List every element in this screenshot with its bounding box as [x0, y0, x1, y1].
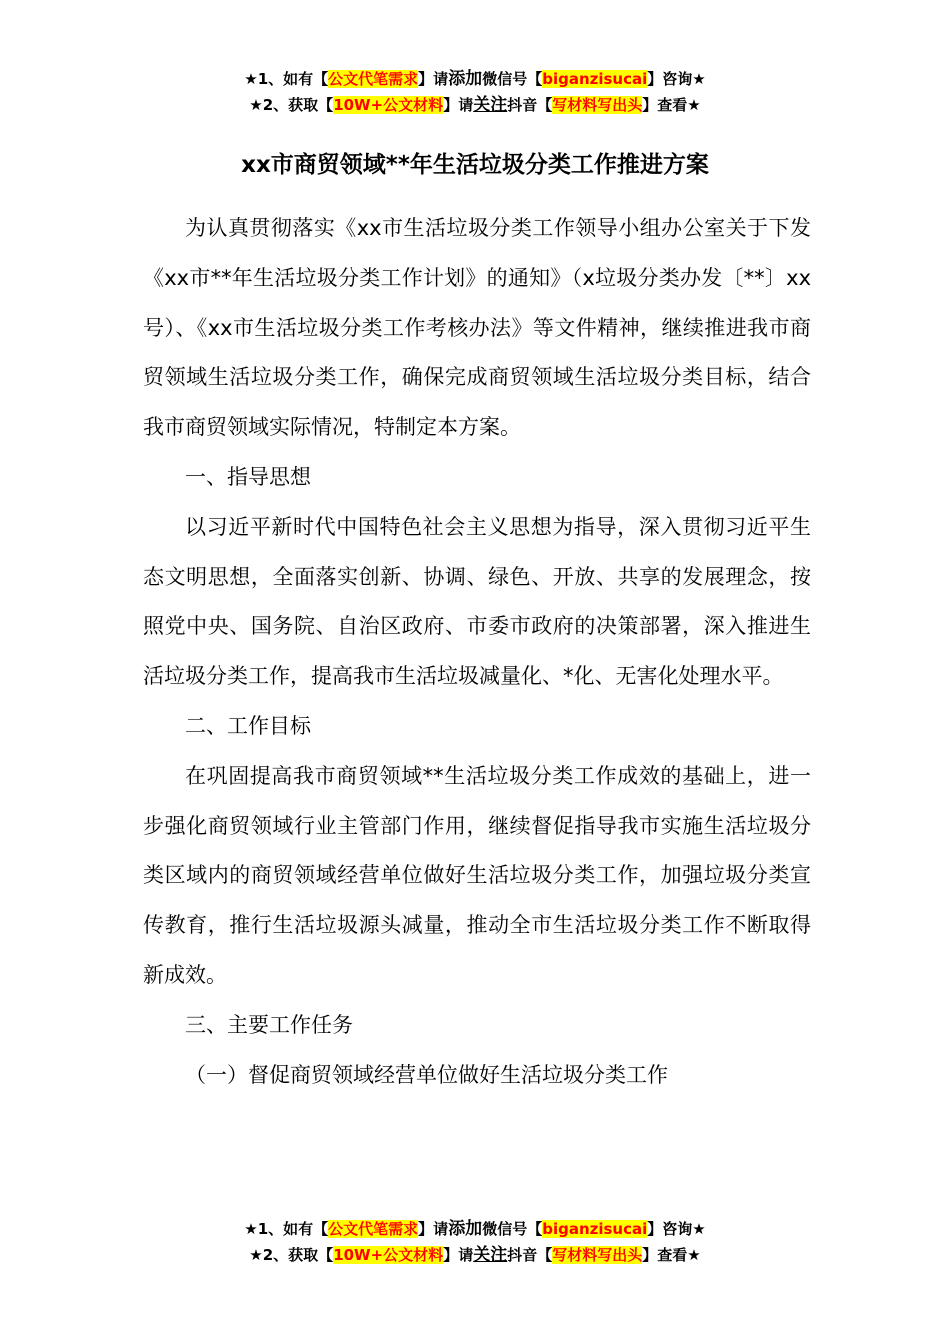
promo-text: 】咨询★: [647, 70, 706, 88]
promo-douyin-id: 写材料写出头: [552, 96, 643, 114]
promo-emphasis: 关注: [473, 1245, 508, 1265]
heading-guiding-thought: 一、指导思想: [185, 464, 311, 489]
promo-text: 微信号【: [482, 70, 543, 88]
promo-highlight: 10W+公文材料: [333, 96, 444, 114]
heading-main-tasks: 三、主要工作任务: [185, 1012, 353, 1037]
promo-emphasis: 添加: [448, 1219, 483, 1239]
subheading-task-1: （一）督促商贸领域经营单位做好生活垃圾分类工作: [185, 1062, 668, 1087]
promo-text: 】请: [418, 1220, 449, 1238]
footer-promo-banner: [0, 1216, 950, 1268]
promo-text: ★1、如有【: [244, 70, 329, 88]
paragraph-intro: 为认真贯彻落实《xx市生活垃圾分类工作领导小组办公室关于下发《xx市**年生活垃圾分类工作计划》的通知》（x垃圾分类办发〔**〕xx号）、《xx市生活垃圾分类工作考核办法》等文件精神，继续推进我市商贸领域生活垃圾分类工作，确保完成商贸领域生活垃圾分类目标，结合我市商贸领域实际情况，特制定本方案。: [143, 216, 811, 440]
promo-highlight: 公文代笔需求: [328, 70, 419, 88]
promo-line-1: [0, 1216, 950, 1242]
promo-text: ★2、获取【: [249, 96, 334, 114]
promo-highlight: 公文代笔需求: [328, 1220, 419, 1238]
promo-douyin-id: 写材料写出头: [552, 1246, 643, 1264]
paragraph-work-goals: 在巩固提高我市商贸领域**生活垃圾分类工作成效的基础上，进一步强化商贸领域行业主管部门作用，继续督促指导我市实施生活垃圾分类区域内的商贸领域经营单位做好生活垃圾分类工作，加强垃圾分类宣传教育，推行生活垃圾源头减量，推动全市生活垃圾分类工作不断取得新成效。: [143, 763, 811, 987]
promo-text: 】查看★: [642, 1246, 701, 1264]
promo-text: 微信号【: [482, 1220, 543, 1238]
promo-text: 】查看★: [642, 96, 701, 114]
promo-emphasis: 添加: [448, 69, 483, 89]
heading-work-goals: 二、工作目标: [185, 713, 311, 738]
promo-wechat-id: biganzisucai: [542, 70, 648, 88]
promo-line-1: [0, 66, 950, 92]
document-title: xx市商贸领域**年生活垃圾分类工作推进方案: [241, 152, 709, 178]
promo-wechat-id: biganzisucai: [542, 1220, 648, 1238]
promo-text: 】请: [418, 70, 449, 88]
promo-line-2: [0, 1242, 950, 1268]
promo-text: 抖音【: [507, 96, 553, 114]
promo-text: ★2、获取【: [249, 1246, 334, 1264]
promo-text: 】请: [443, 96, 474, 114]
document-body: [143, 204, 811, 1100]
promo-highlight: 10W+公文材料: [333, 1246, 444, 1264]
promo-text: ★1、如有【: [244, 1220, 329, 1238]
paragraph-guiding-thought: 以习近平新时代中国特色社会主义思想为指导，深入贯彻习近平生态文明思想，全面落实创新、协调、绿色、开放、共享的发展理念，按照党中央、国务院、自治区政府、市委市政府的决策部署，深入推进生活垃圾分类工作，提高我市生活垃圾减量化、*化、无害化处理水平。: [143, 514, 811, 689]
header-promo-banner: [0, 66, 950, 118]
promo-emphasis: 关注: [473, 95, 508, 115]
promo-text: 】请: [443, 1246, 474, 1264]
promo-text: 抖音【: [507, 1246, 553, 1264]
promo-text: 】咨询★: [647, 1220, 706, 1238]
promo-line-2: [0, 92, 950, 118]
